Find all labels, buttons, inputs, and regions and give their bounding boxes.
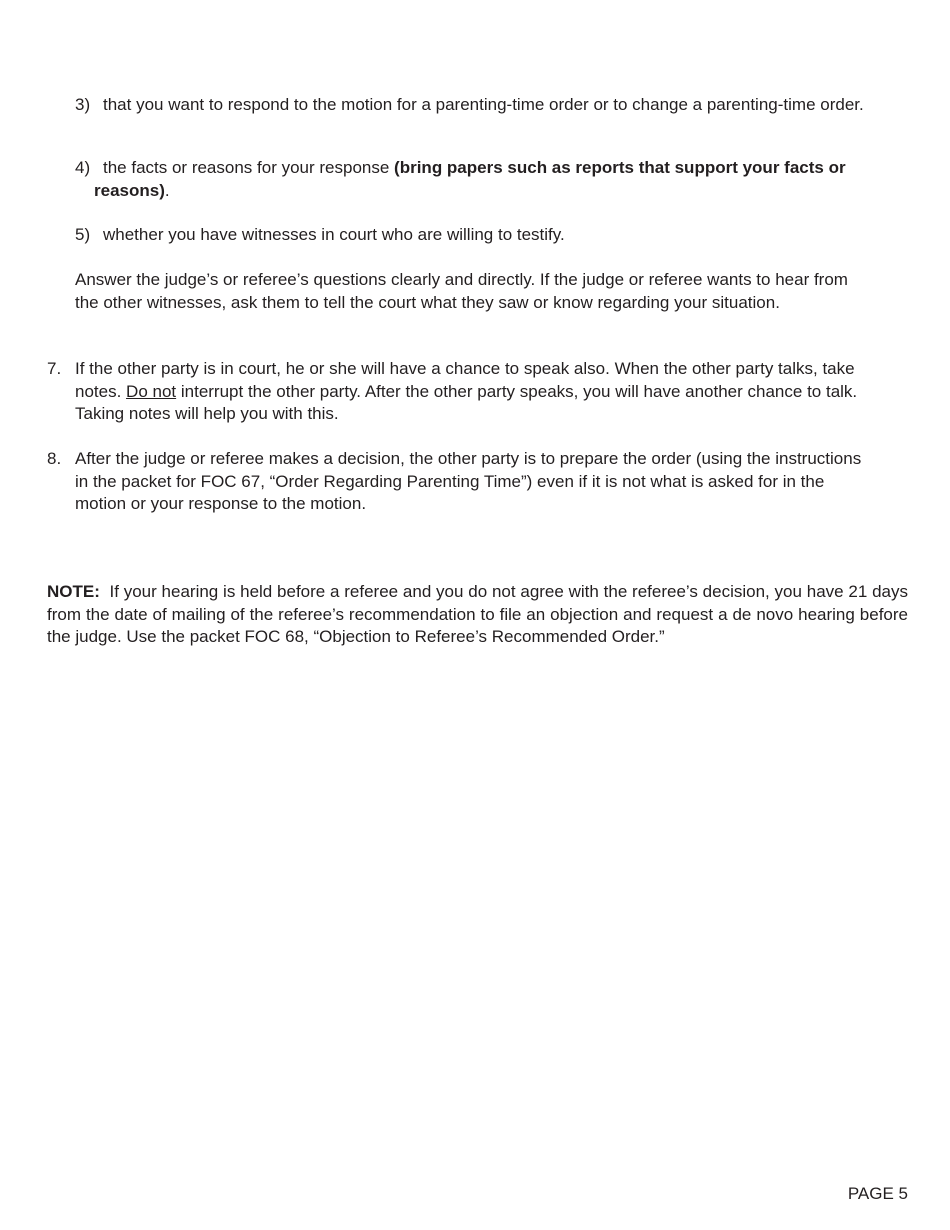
list-item-text-end: . [164, 180, 170, 200]
numbered-item-text-plain: If the other party is in court, he or she will have a chance to speak also. When the other party talks, take notes. [75, 359, 855, 401]
numbered-item-text [47, 358, 877, 426]
list-item-3 [75, 94, 905, 117]
answer-paragraph: Answer the judge’s or referee’s questions clearly and directly. If the judge or referee wants to hear from the other witnesses, ask them to tell the court what they saw or know regarding your situation. [75, 270, 848, 312]
list-item-number: 5) [75, 225, 91, 244]
list-item-number: 4) [75, 158, 91, 177]
list-item-text: whether you have witnesses in court who are willing to testify. [103, 225, 565, 244]
numbered-item-number: 7. [47, 359, 62, 378]
numbered-item-7 [47, 358, 877, 426]
numbered-item-text-end: interrupt the other party. After the other party speaks, you will have another chance to talk. Taking notes will help you with this. [75, 381, 858, 423]
list-item-text: that you want to respond to the motion for a parenting-time order or to change a parenting-time order. [103, 95, 864, 114]
list-item-number: 3) [75, 95, 91, 114]
numbered-item-text: After the judge or referee makes a decision, the other party is to prepare the order (using the instructions in the packet for FOC 67, “Order Regarding Parenting Time”) even if it is not what is asked for in the motion or your response to the motion. [75, 449, 862, 513]
note-label: NOTE: [47, 582, 100, 601]
note-text: If your hearing is held before a referee and you do not agree with the referee’s decision, you have 21 days from the date of mailing of the referee’s recommendation to file an objection and request a de novo hearing before the judge. Use the packet FOC 68, “Objection to Referee’s Recommended Order.” [47, 582, 908, 646]
list-item-text-plain: the facts or reasons for your response [103, 158, 395, 177]
list-item-4 [75, 157, 905, 202]
list-item-5 [75, 224, 905, 247]
numbered-item-text-underlined: Do not [126, 381, 177, 401]
list-item-text-bold: (bring papers such as reports that support your facts or reasons) [94, 158, 846, 200]
note-paragraph [47, 581, 908, 649]
page-number: PAGE 5 [847, 1184, 908, 1203]
numbered-item-number: 8. [47, 449, 62, 468]
numbered-item-8 [47, 448, 877, 516]
list-item-text [75, 157, 905, 202]
